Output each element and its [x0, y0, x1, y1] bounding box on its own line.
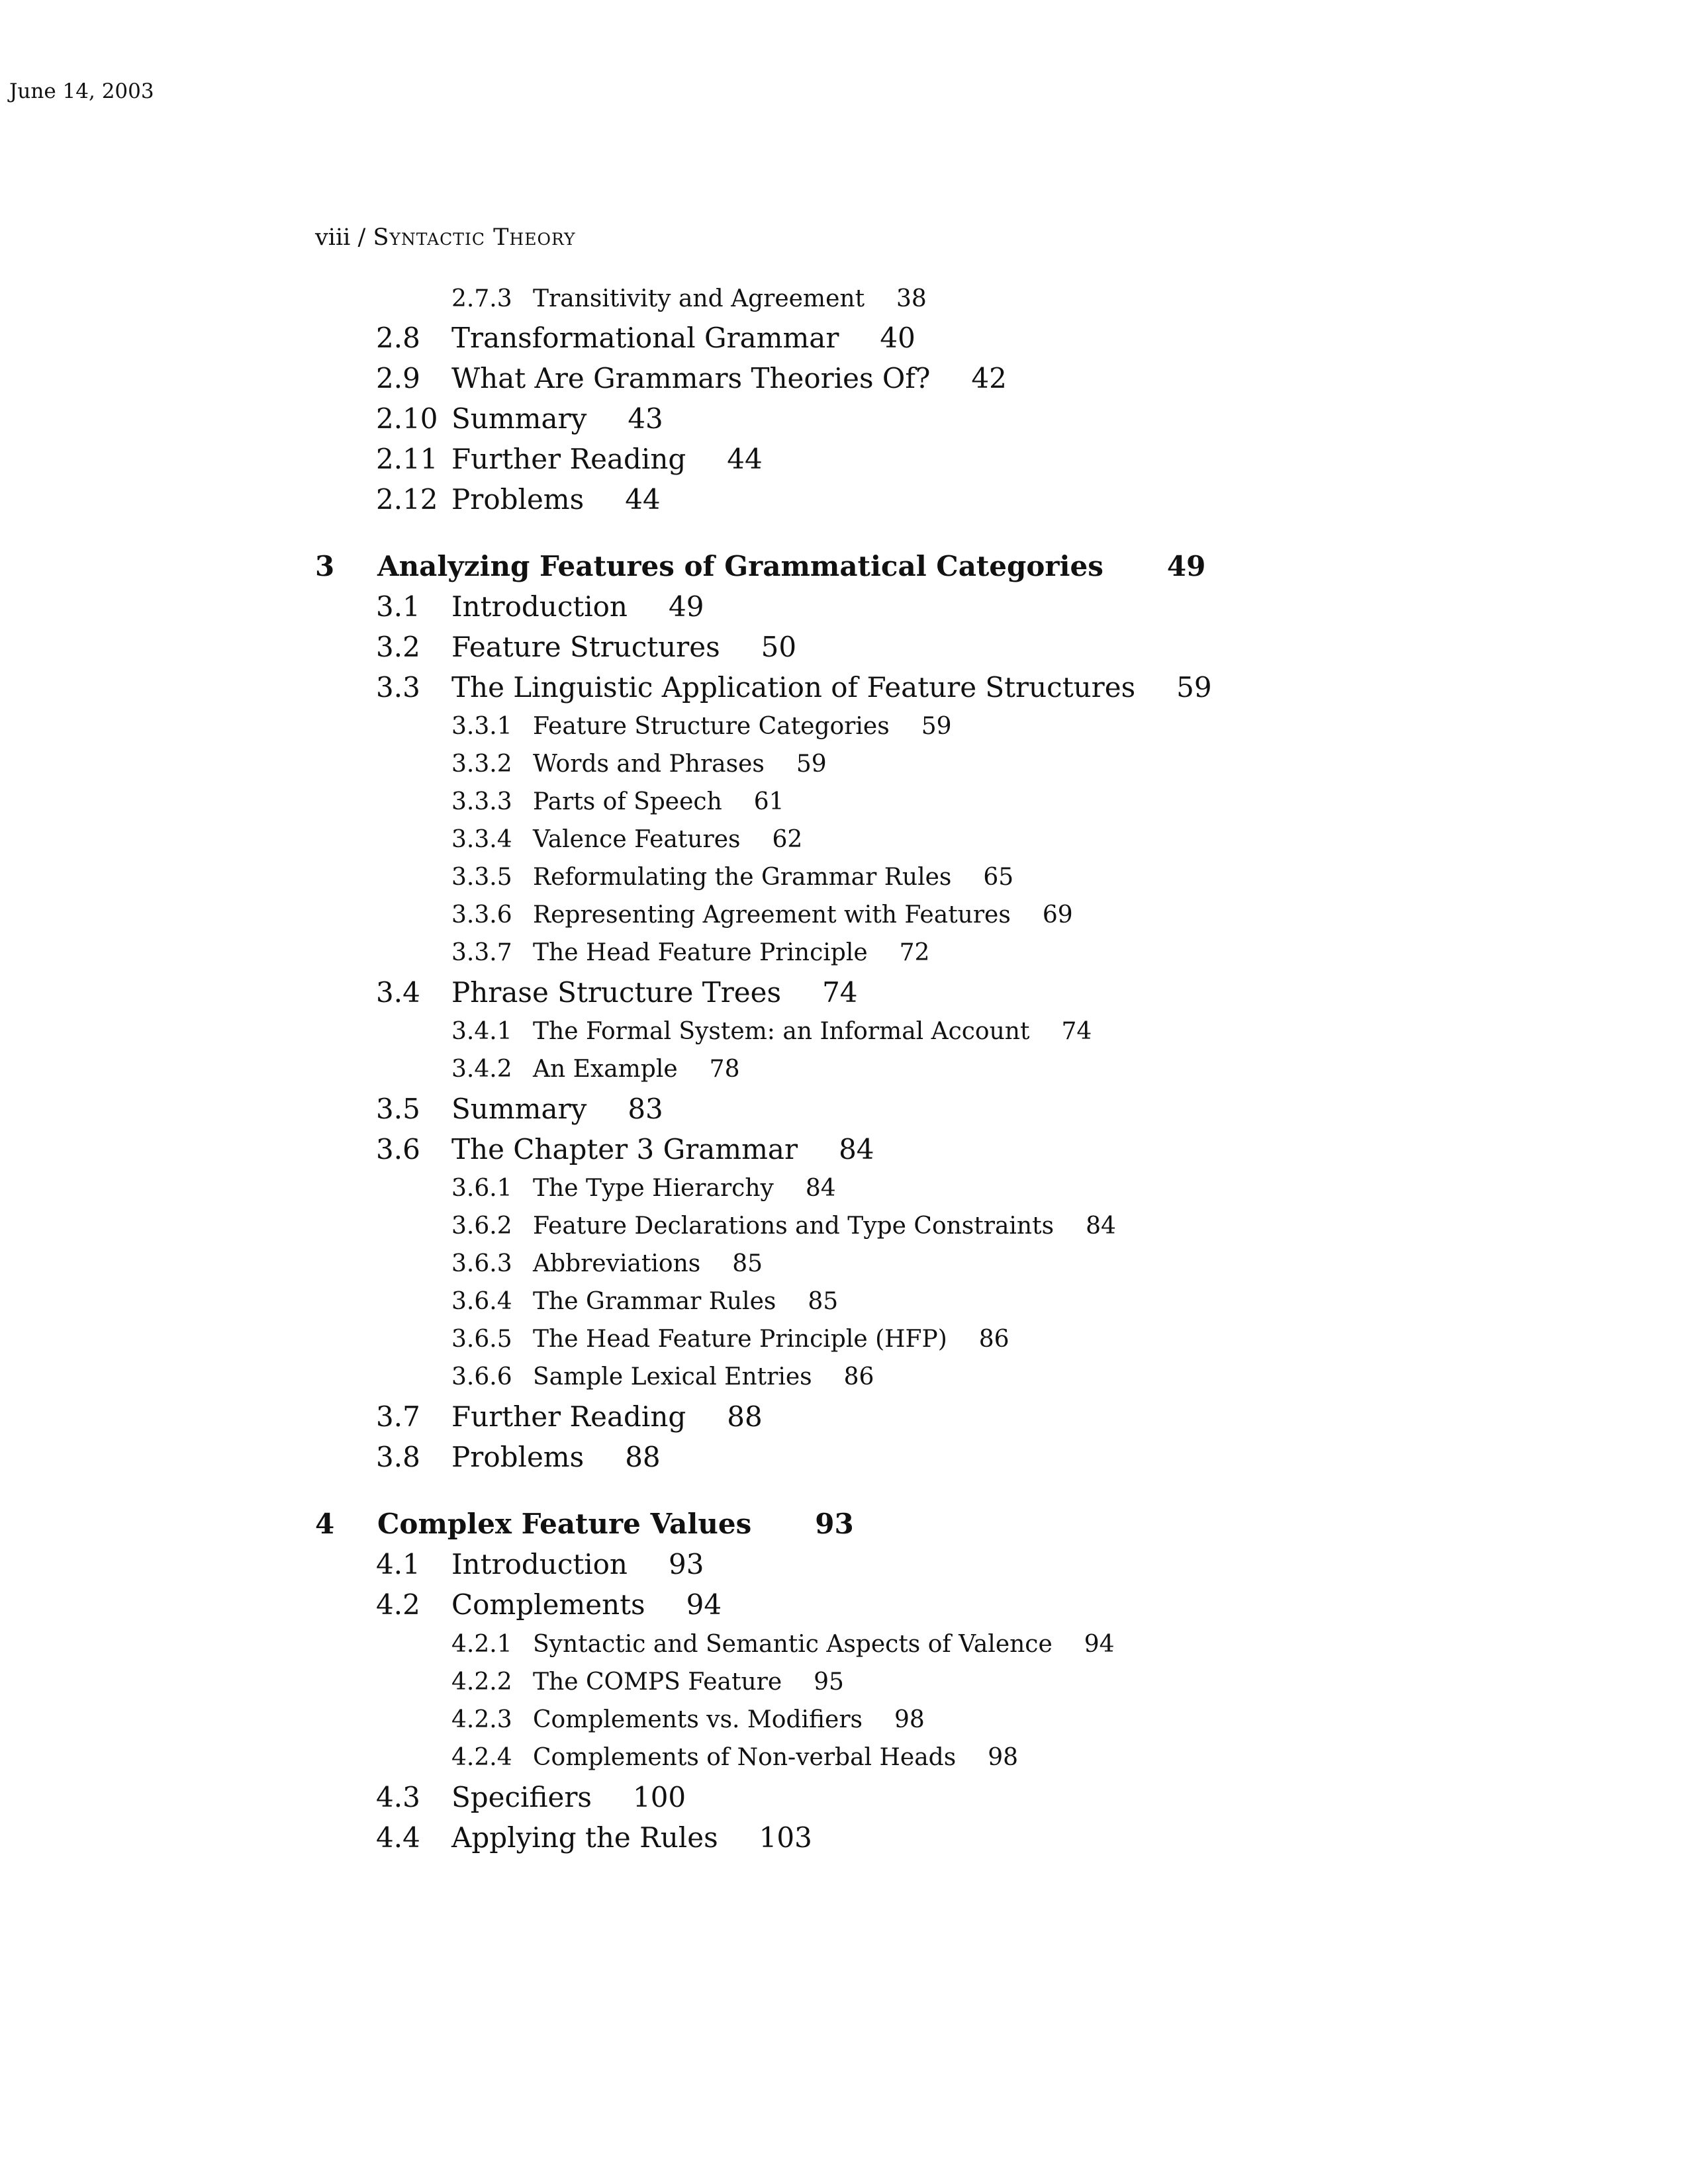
running-head-separator: / [357, 224, 366, 251]
toc-entry-number: 3.6.1 [451, 1175, 512, 1202]
toc-entry-title: Complex Feature Values [377, 1508, 752, 1540]
toc-entry-page-number: 62 [772, 826, 803, 853]
toc-entry-page-number: 85 [808, 1288, 839, 1315]
toc-entry-title: The Grammar Rules [533, 1288, 776, 1315]
toc-entry-page-number: 74 [1061, 1018, 1092, 1045]
toc-entry-number: 3.2 [376, 631, 420, 663]
toc-entry-title: Applying the Rules [451, 1821, 718, 1854]
toc-entry-title: Transitivity and Agreement [533, 285, 865, 312]
toc-entry-page-number: 49 [1166, 550, 1206, 582]
toc-entry-number: 3.3.7 [451, 939, 512, 966]
toc-entry-title: Problems [451, 483, 585, 516]
toc-entry-number: 4.2 [376, 1588, 420, 1621]
toc-entry-number: 3.4.2 [451, 1056, 512, 1083]
toc-entry-title: Sample Lexical Entries [533, 1363, 812, 1390]
folio-number: viii [315, 224, 351, 251]
toc-entry-title: Reformulating the Grammar Rules [533, 864, 952, 891]
toc-entry-number: 4.4 [376, 1821, 420, 1854]
toc-entry-number: 4.2.3 [451, 1706, 512, 1733]
toc-entry-number: 2.10 [376, 402, 438, 435]
toc-entry-page-number: 84 [1086, 1212, 1116, 1240]
toc-entry-page-number: 44 [625, 483, 661, 516]
toc-entry-number: 4.3 [376, 1781, 420, 1813]
toc-entry-number: 3.3.2 [451, 751, 512, 778]
toc-entry-number: 3.1 [376, 590, 420, 623]
toc-entry-number: 2.7.3 [451, 285, 512, 312]
toc-entry-page-number: 94 [1084, 1631, 1115, 1658]
toc-entry-title: Representing Agreement with Features [533, 901, 1011, 929]
toc-entry-title: The Linguistic Application of Feature Structures [451, 671, 1136, 704]
toc-entry-title: Syntactic and Semantic Aspects of Valence [533, 1631, 1053, 1658]
toc-entry-number: 4.2.1 [451, 1631, 512, 1658]
toc-entry-number: 3.3.4 [451, 826, 512, 853]
toc-entry-title: Further Reading [451, 443, 686, 475]
toc-entry-title: Feature Declarations and Type Constraints [533, 1212, 1055, 1240]
toc-entry-page-number: 38 [896, 285, 927, 312]
toc-entry-title: The Formal System: an Informal Account [533, 1018, 1030, 1045]
toc-entry-number: 3.6.3 [451, 1250, 512, 1277]
toc-entry-number: 4.1 [376, 1548, 420, 1580]
toc-entry-title: Abbreviations [533, 1250, 701, 1277]
toc-entry-page-number: 40 [880, 322, 915, 354]
toc-entry-number: 3 [315, 550, 335, 582]
toc-entry-page-number: 95 [814, 1668, 844, 1696]
toc-entry-number: 3.5 [376, 1093, 420, 1125]
toc-entry-number: 3.6.4 [451, 1288, 512, 1315]
toc-entry-page-number: 86 [978, 1326, 1009, 1353]
toc-entry-title: Feature Structure Categories [533, 713, 890, 740]
toc-entry-title: The Head Feature Principle [533, 939, 868, 966]
page-date: June 14, 2003 [9, 79, 154, 103]
toc-entry-page-number: 43 [628, 402, 663, 435]
toc-entry-title: Specifiers [451, 1781, 592, 1813]
toc-entry-number: 3.4.1 [451, 1018, 512, 1045]
toc-entry-number: 3.6 [376, 1133, 420, 1165]
toc-entry-page-number: 42 [971, 362, 1007, 394]
toc-entry-page-number: 93 [815, 1508, 854, 1540]
toc-entry-title: Summary [451, 402, 587, 435]
toc-entry-number: 4 [315, 1508, 335, 1540]
toc-entry-title: Problems [451, 1441, 585, 1473]
toc-entry-page-number: 84 [839, 1133, 874, 1165]
toc-entry-page-number: 86 [843, 1363, 874, 1390]
toc-entry-number: 3.6.5 [451, 1326, 512, 1353]
toc-entry-number: 2.9 [376, 362, 420, 394]
toc-entry-page-number: 72 [899, 939, 930, 966]
toc-entry-page-number: 84 [805, 1175, 836, 1202]
toc-entry-number: 3.3.5 [451, 864, 512, 891]
toc-entry-number: 3.3 [376, 671, 420, 704]
toc-entry-title: Complements of Non-verbal Heads [533, 1744, 957, 1771]
toc-entry-page-number: 98 [894, 1706, 925, 1733]
toc-entry-page-number: 94 [686, 1588, 722, 1621]
toc-entry-number: 2.11 [376, 443, 438, 475]
toc-entry-page-number: 59 [921, 713, 952, 740]
toc-entry-page-number: 85 [732, 1250, 763, 1277]
toc-entry-number: 3.6.6 [451, 1363, 512, 1390]
toc-entry-title: Introduction [451, 590, 628, 623]
toc-entry-title: Words and Phrases [533, 751, 765, 778]
toc-entry-number: 4.2.2 [451, 1668, 512, 1696]
toc-entry-number: 3.3.1 [451, 713, 512, 740]
toc-entry-page-number: 93 [669, 1548, 704, 1580]
toc-entry-page-number: 69 [1042, 901, 1073, 929]
toc-entry-number: 3.4 [376, 976, 420, 1009]
toc-entry-title: Complements vs. Modifiers [533, 1706, 863, 1733]
toc-entry-page-number: 83 [628, 1093, 663, 1125]
toc-entry-page-number: 100 [632, 1781, 686, 1813]
toc-entry-page-number: 74 [822, 976, 858, 1009]
toc-entry-page-number: 103 [759, 1821, 812, 1854]
toc-entry-title: An Example [533, 1056, 678, 1083]
book-title: Syntactic Theory [373, 224, 576, 251]
toc-entry-number: 3.8 [376, 1441, 420, 1473]
toc-entry-title: Feature Structures [451, 631, 720, 663]
toc-entry-title: Transformational Grammar [451, 322, 839, 354]
toc-entry-title: Analyzing Features of Grammatical Categories [377, 550, 1103, 582]
toc-entry-title: Phrase Structure Trees [451, 976, 782, 1009]
toc-entry-page-number: 78 [709, 1056, 740, 1083]
toc-entry-title: What Are Grammars Theories Of? [451, 362, 931, 394]
toc-entry-title: Complements [451, 1588, 645, 1621]
toc-entry-page-number: 49 [669, 590, 704, 623]
toc-entry-number: 2.8 [376, 322, 420, 354]
toc-entry-number: 3.6.2 [451, 1212, 512, 1240]
toc-entry-page-number: 50 [761, 631, 797, 663]
toc-entry-number: 2.12 [376, 483, 438, 516]
toc-entry-number: 4.2.4 [451, 1744, 512, 1771]
toc-entry-page-number: 61 [753, 788, 784, 815]
toc-entry-title: The Chapter 3 Grammar [451, 1133, 798, 1165]
toc-entry-page-number: 44 [727, 443, 763, 475]
toc-entry-page-number: 98 [988, 1744, 1019, 1771]
toc-entry-title: Valence Features [533, 826, 741, 853]
toc-entry-title: Parts of Speech [533, 788, 722, 815]
toc-entry-page-number: 59 [796, 751, 827, 778]
toc-entry-number: 3.3.3 [451, 788, 512, 815]
toc-entry-title: Further Reading [451, 1400, 686, 1433]
toc-entry-number: 3.3.6 [451, 901, 512, 929]
toc-entry-title: The Head Feature Principle (HFP) [533, 1326, 947, 1353]
toc-entry-title: Summary [451, 1093, 587, 1125]
toc-entry-number: 3.7 [376, 1400, 420, 1433]
toc-entry-page-number: 65 [983, 864, 1014, 891]
toc-entry-page-number: 59 [1176, 671, 1212, 704]
toc-entry-title: Introduction [451, 1548, 628, 1580]
toc-entry-page-number: 88 [727, 1400, 763, 1433]
toc-entry-title: The COMPS Feature [533, 1668, 782, 1696]
toc-entry-title: The Type Hierarchy [533, 1175, 774, 1202]
toc-entry-page-number: 88 [625, 1441, 661, 1473]
